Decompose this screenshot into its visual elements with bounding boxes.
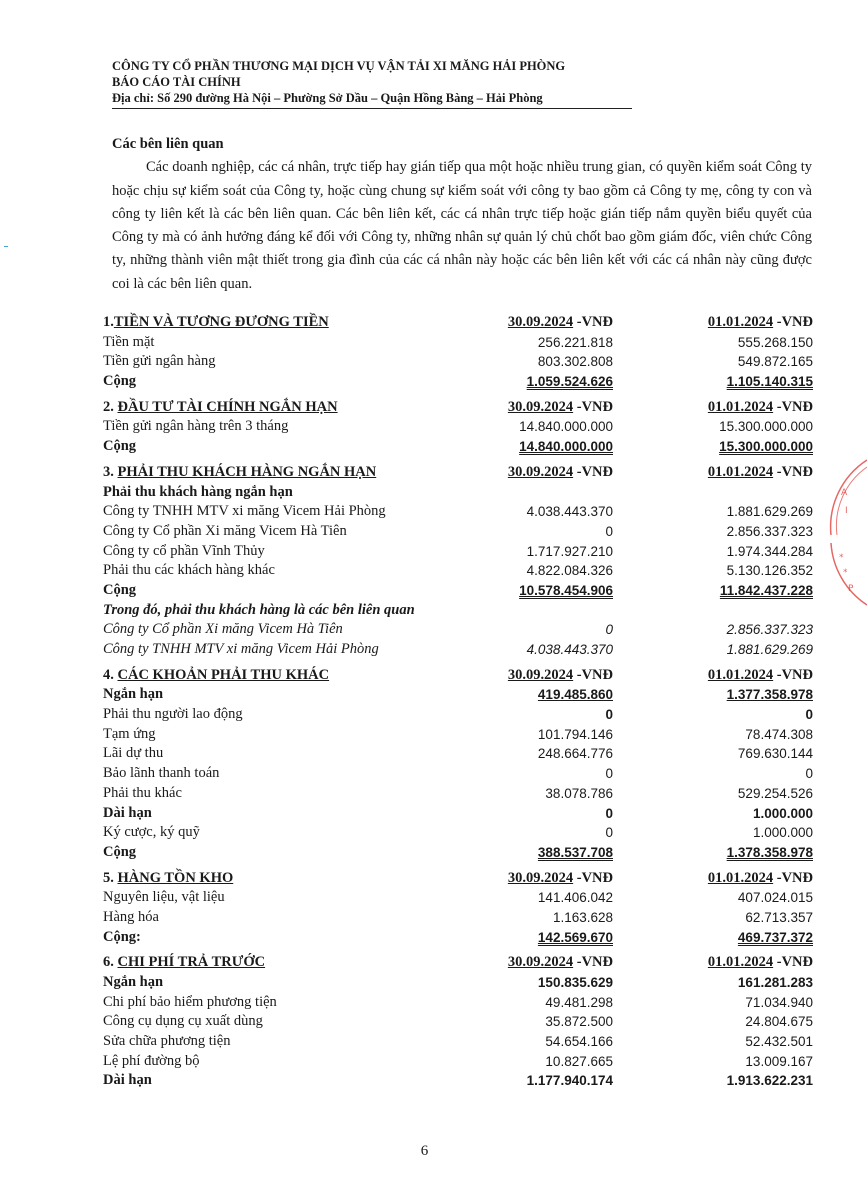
value-text: 1.177.940.174 [526,1073,613,1089]
value-text: 0 [605,523,613,539]
value-2024-09-30 [473,352,648,372]
value-2024-09-30 [473,542,648,562]
row-label: Phải thu người lao động [103,706,243,723]
column-unit: -VNĐ [573,398,613,415]
value-text: 1.377.358.978 [726,687,813,703]
value-2024-09-30 [473,1071,648,1091]
row-label: Sửa chữa phương tiện [103,1033,231,1050]
value-text: 469.737.372 [737,929,813,945]
table-row [103,581,813,601]
value-text: 0 [805,707,813,723]
value-text: 161.281.283 [737,975,813,990]
table-row [103,705,813,725]
section-title [103,313,473,333]
row-label: Cộng [103,373,137,390]
value-2024-01-01 [648,1052,813,1072]
value-2024-01-01 [648,502,813,522]
value-2024-09-30 [473,561,648,581]
section-number: 2. [103,398,118,415]
column-unit: -VNĐ [773,398,813,415]
value-2024-09-30 [473,601,648,621]
section-number: 4. [103,666,118,683]
value-2024-09-30 [473,333,648,353]
report-title: BÁO CÁO TÀI CHÍNH [112,75,241,89]
value-2024-01-01 [648,417,813,437]
value-2024-09-30 [473,417,648,437]
column-unit: -VNĐ [573,666,613,683]
value-text: 141.406.042 [537,890,613,906]
section-header [103,869,813,889]
column-header-2024-01-01 [648,869,813,889]
row-label: Phải thu khác [103,784,182,801]
value-text: 24.804.675 [745,1014,813,1030]
value-2024-01-01 [648,725,813,745]
value-2024-01-01 [648,352,813,372]
table-row [103,804,813,824]
value-2024-01-01 [648,437,813,457]
row-label: Cộng [103,581,137,598]
value-text: 1.000.000 [752,805,813,821]
company-seal-stamp [823,455,867,615]
value-2024-09-30 [473,764,648,784]
value-2024-01-01 [648,483,813,503]
value-2024-01-01 [648,685,813,705]
column-date: 30.09.2024 [507,666,574,683]
table-row [103,372,813,392]
value-text: 1.000.000 [752,825,813,841]
value-text: 2.856.337.323 [726,523,813,539]
value-text: 14.840.000.000 [519,419,613,435]
table-row [103,973,813,993]
value-text: 1.717.927.210 [526,543,613,559]
row-label: Ngắn hạn [103,974,164,990]
column-unit: -VNĐ [773,954,813,971]
value-text: 1.881.629.269 [726,642,813,657]
table-row [103,908,813,928]
section-title-text: ĐẦU TƯ TÀI CHÍNH NGẮN HẠN [117,398,338,415]
value-text: 62.713.357 [745,909,813,925]
row-label: Bảo lãnh thanh toán [103,765,220,782]
column-header-2024-09-30 [473,666,648,686]
column-header-2024-09-30 [473,398,648,418]
column-date: 30.09.2024 [507,954,574,971]
value-text: 14.840.000.000 [519,439,613,455]
table-row [103,784,813,804]
row-label: Ký cược, ký quỹ [103,824,200,841]
value-text: 256.221.818 [537,334,613,350]
row-label: Công ty Cổ phần Xi măng Vicem Hà Tiên [103,522,347,539]
table-row [103,1032,813,1052]
column-date: 01.01.2024 [707,954,774,971]
value-text: 49.481.298 [545,994,613,1010]
value-text: 248.664.776 [537,746,613,762]
row-label: Nguyên liệu, vật liệu [103,889,225,906]
value-2024-09-30 [473,1012,648,1032]
value-2024-09-30 [473,522,648,542]
value-2024-09-30 [473,483,648,503]
row-label: Lệ phí đường bộ [103,1052,200,1069]
value-2024-01-01 [648,705,813,725]
value-text: 101.794.146 [537,726,613,742]
column-date: 01.01.2024 [707,463,774,480]
value-text: 0 [605,707,613,723]
value-text: 529.254.526 [737,785,813,801]
value-2024-01-01 [648,522,813,542]
table-row [103,352,813,372]
value-2024-01-01 [648,764,813,784]
table-row [103,843,813,863]
column-header-2024-01-01 [648,463,813,483]
value-text: 388.537.708 [537,844,613,860]
value-2024-01-01 [648,581,813,601]
value-2024-01-01 [648,333,813,353]
value-2024-01-01 [648,843,813,863]
column-date: 30.09.2024 [507,398,574,415]
table-row [103,1012,813,1032]
column-date: 01.01.2024 [707,869,774,886]
column-unit: -VNĐ [773,666,813,683]
table-row [103,640,813,660]
column-header-2024-09-30 [473,463,648,483]
value-2024-01-01 [648,372,813,392]
row-label: Cộng [103,843,137,860]
table-row [103,483,813,503]
company-address: Địa chỉ: Số 290 đường Hà Nội – Phường Sở Dầu – Quận Hồng Bàng – Hải Phòng [112,90,632,109]
column-date: 30.09.2024 [507,314,574,330]
value-2024-01-01 [648,601,813,621]
value-text: 1.913.622.231 [726,1073,813,1089]
value-text: 1.163.628 [552,909,613,925]
value-2024-09-30 [473,993,648,1013]
value-text: 0 [605,825,613,841]
column-unit: -VNĐ [573,314,613,330]
value-2024-01-01 [648,928,813,948]
row-label: Dài hạn [103,1072,152,1089]
value-2024-09-30 [473,581,648,601]
value-text: 54.654.166 [545,1034,613,1050]
section-number: 1. [103,314,114,330]
table-row [103,333,813,353]
value-2024-09-30 [473,502,648,522]
table-row [103,993,813,1013]
row-label: Công cụ dụng cụ xuất dùng [103,1013,263,1030]
value-2024-01-01 [648,888,813,908]
margin-mark [4,246,8,247]
value-2024-09-30 [473,804,648,824]
value-text: 35.872.500 [545,1014,613,1030]
row-label: Hàng hóa [103,908,159,925]
intro-paragraph: Các doanh nghiệp, các cá nhân, trực tiếp hay gián tiếp qua một hoặc nhiều trung gian, có quyền kiểm soát Công ty hoặc chịu sự kiểm soát của Công ty, hoặc cùng chung sự kiểm soát với công ty bao gồm cả Công ty mẹ, công ty con và công ty liên kết là các bên liên quan. Các bên liên kết, các cá nhân trực tiếp hoặc gián tiếp nắm quyền biểu quyết của Công ty mà có ảnh hưởng đáng kể đối với Công ty, những nhân sự quản lý chủ chốt bao gồm giám đốc, viên chức Công ty, những thành viên mật thiết trong gia đình của các cá nhân này hoặc các bên liên kết với các cá nhân này cũng được coi là các bên liên quan. [112,159,812,292]
column-date: 30.09.2024 [507,869,574,886]
svg-text:P: P [848,584,854,594]
value-text: 2.856.337.323 [726,622,813,638]
value-2024-09-30 [473,784,648,804]
value-text: 1.105.140.315 [726,374,813,390]
section-title-text: PHẢI THU KHÁCH HÀNG NGẮN HẠN [117,463,377,480]
section-title [103,398,473,418]
row-label: Phải thu khách hàng ngắn hạn [103,483,293,500]
value-2024-09-30 [473,685,648,705]
section-title [103,869,473,889]
column-header-2024-01-01 [648,313,813,333]
value-2024-01-01 [648,804,813,824]
value-text: 1.059.524.626 [526,374,613,390]
column-unit: -VNĐ [573,869,613,886]
value-2024-09-30 [473,372,648,392]
column-unit: -VNĐ [773,869,813,886]
value-text: 555.268.150 [737,334,813,350]
value-2024-01-01 [648,542,813,562]
value-2024-09-30 [473,843,648,863]
value-text: 1.881.629.269 [726,504,813,520]
column-header-2024-01-01 [648,398,813,418]
section-header [103,666,813,686]
document-header [112,58,632,109]
row-label: Chi phí bảo hiểm phương tiện [103,993,277,1010]
value-text: 407.024.015 [737,890,813,906]
value-text: 0 [805,766,813,782]
value-2024-01-01 [648,744,813,764]
related-parties-intro [112,133,812,296]
value-text: 1.974.344.284 [726,543,813,559]
value-2024-09-30 [473,640,648,660]
column-date: 01.01.2024 [707,666,774,683]
row-label: Cộng: [103,928,141,945]
value-text: 15.300.000.000 [719,419,813,435]
column-date: 30.09.2024 [507,463,574,480]
section-number: 5. [103,869,118,886]
value-text: 769.630.144 [737,746,813,762]
section-title-text: CHI PHÍ TRẢ TRƯỚC [117,954,266,971]
row-label: Cộng [103,438,137,455]
value-text: 38.078.786 [545,785,613,801]
value-2024-09-30 [473,1052,648,1072]
financial-notes [103,313,813,1091]
section-title [103,463,473,483]
section-title-text: CÁC KHOẢN PHẢI THU KHÁC [117,666,330,683]
table-row [103,744,813,764]
value-text: 71.034.940 [745,994,813,1010]
table-row [103,620,813,640]
value-2024-01-01 [648,993,813,1013]
value-text: 803.302.808 [537,354,613,370]
table-row [103,542,813,562]
section-title [103,953,473,973]
section-number: 6. [103,954,118,971]
table-row [103,725,813,745]
column-unit: -VNĐ [773,463,813,480]
value-text: 4.038.443.370 [526,504,613,520]
value-2024-01-01 [648,1071,813,1091]
column-header-2024-09-30 [473,953,648,973]
section-title-text: HÀNG TỒN KHO [117,869,234,886]
value-2024-01-01 [648,784,813,804]
row-label: Trong đó, phải thu khách hàng là các bên liên quan [103,601,415,618]
table-row [103,601,813,621]
table-row [103,522,813,542]
value-2024-09-30 [473,973,648,993]
company-name: CÔNG TY CỔ PHẦN THƯƠNG MẠI DỊCH VỤ VẬN TẢI XI MĂNG HẢI PHÒNG [112,59,566,73]
column-unit: -VNĐ [573,954,613,971]
value-2024-09-30 [473,908,648,928]
row-label: Tiền gửi ngân hàng trên 3 tháng [103,418,289,435]
value-2024-09-30 [473,888,648,908]
row-label: Lãi dự thu [103,745,164,762]
section-header [103,398,813,418]
svg-text:I: I [845,506,848,516]
value-2024-01-01 [648,823,813,843]
value-text: 1.378.358.978 [726,844,813,860]
column-unit: -VNĐ [773,314,813,330]
row-label: Dài hạn [103,804,152,821]
table-row [103,502,813,522]
row-label: Tiền gửi ngân hàng [103,353,216,370]
table-row [103,1052,813,1072]
value-2024-09-30 [473,437,648,457]
svg-text:*: * [843,568,848,578]
row-label: Công ty TNHH MTV xi măng Vicem Hải Phòng [103,503,386,520]
value-2024-01-01 [648,908,813,928]
table-row [103,928,813,948]
value-2024-01-01 [648,1012,813,1032]
value-2024-09-30 [473,725,648,745]
section-header [103,463,813,483]
value-text: 0 [605,622,613,638]
page-number: 6 [420,1143,429,1159]
value-text: 0 [605,766,613,782]
value-2024-09-30 [473,928,648,948]
table-row [103,685,813,705]
table-row [103,888,813,908]
table-row [103,823,813,843]
intro-heading: Các bên liên quan [112,136,224,152]
row-label: Tạm ứng [103,725,156,742]
value-2024-01-01 [648,1032,813,1052]
value-text: 4.038.443.370 [526,642,613,657]
section-header [103,313,813,333]
value-text: 13.009.167 [745,1053,813,1069]
value-text: 419.485.860 [537,687,613,703]
column-header-2024-09-30 [473,313,648,333]
value-2024-09-30 [473,744,648,764]
section-title-text: TIỀN VÀ TƯƠNG ĐƯƠNG TIỀN [113,314,329,330]
column-unit: -VNĐ [573,463,613,480]
value-2024-01-01 [648,620,813,640]
svg-text:A: A [841,488,848,498]
value-2024-09-30 [473,823,648,843]
row-label: Phải thu các khách hàng khác [103,562,275,579]
value-text: 11.842.437.228 [719,582,813,598]
value-text: 0 [605,805,613,821]
column-date: 01.01.2024 [707,398,774,415]
section-title [103,666,473,686]
value-2024-01-01 [648,561,813,581]
value-text: 5.130.126.352 [726,563,813,579]
table-row [103,561,813,581]
column-header-2024-09-30 [473,869,648,889]
row-label: Công ty cổ phần Vĩnh Thủy [103,542,265,559]
row-label: Ngắn hạn [103,686,164,703]
value-text: 15.300.000.000 [719,439,813,455]
column-date: 01.01.2024 [707,314,774,330]
table-row [103,417,813,437]
value-2024-01-01 [648,640,813,660]
value-text: 10.827.665 [545,1053,613,1069]
value-text: 78.474.308 [745,726,813,742]
value-text: 142.569.670 [537,929,613,945]
value-2024-09-30 [473,1032,648,1052]
value-text: 549.872.165 [737,354,813,370]
section-header [103,953,813,973]
svg-text:*: * [839,553,844,563]
value-text: 150.835.629 [537,975,613,990]
table-row [103,1071,813,1091]
table-row [103,764,813,784]
column-header-2024-01-01 [648,953,813,973]
column-header-2024-01-01 [648,666,813,686]
row-label: Công ty TNHH MTV xi măng Vicem Hải Phòng [103,641,379,657]
row-label: Công ty Cổ phần Xi măng Vicem Hà Tiên [103,621,343,638]
value-2024-09-30 [473,705,648,725]
value-text: 4.822.084.326 [526,563,613,579]
value-text: 10.578.454.906 [519,582,613,598]
row-label: Tiền mặt [103,333,155,350]
table-row [103,437,813,457]
value-2024-09-30 [473,620,648,640]
value-text: 52.432.501 [745,1034,813,1050]
value-2024-01-01 [648,973,813,993]
section-number: 3. [103,463,118,480]
